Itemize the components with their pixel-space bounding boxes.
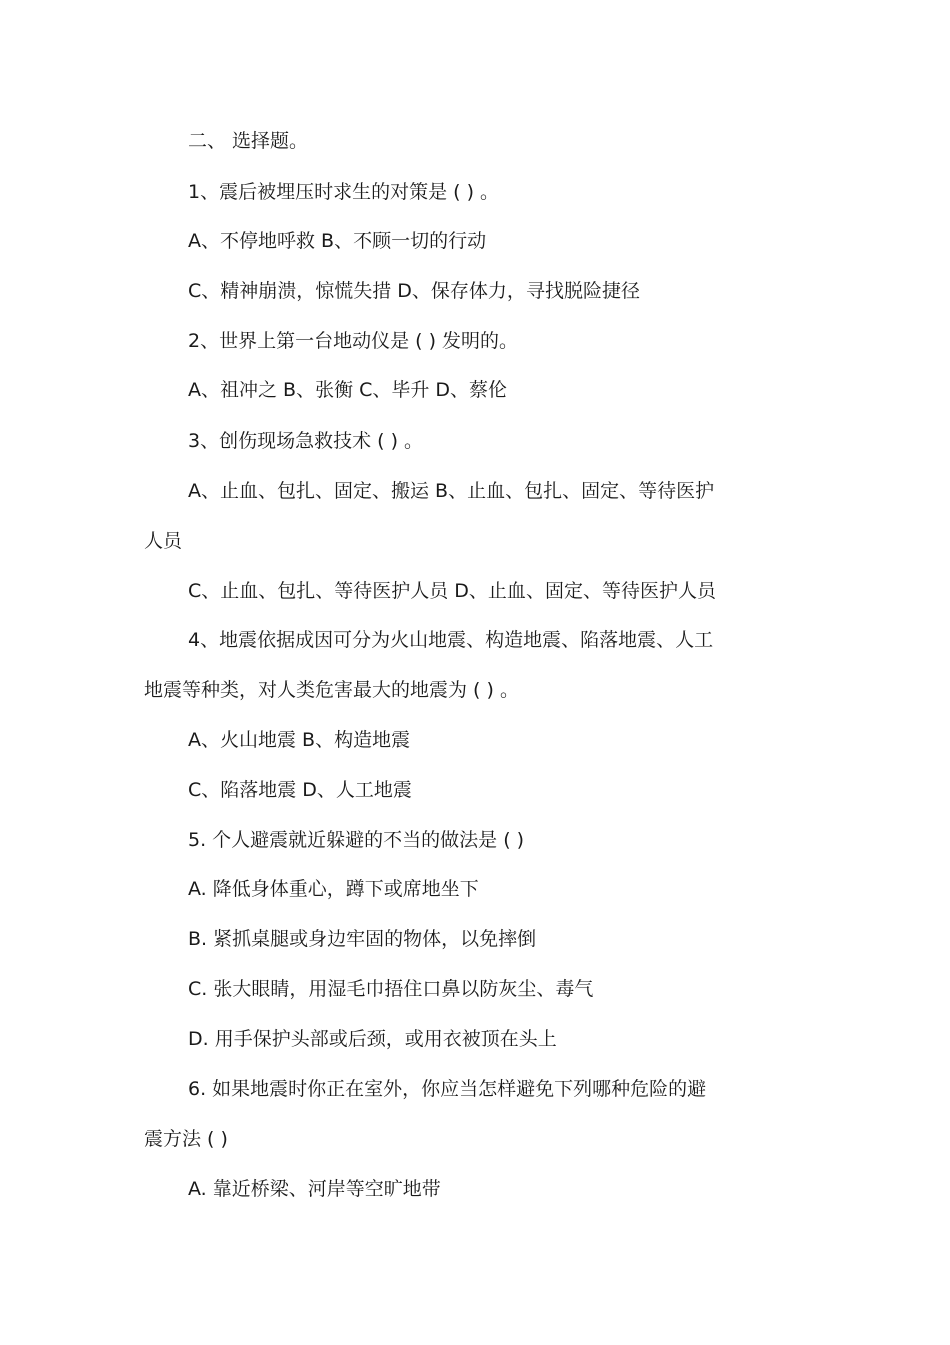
question-3-options-cd: C、止血、包扎、等待医护人员 D、止血、固定、等待医护人员 bbox=[188, 580, 716, 602]
question-6-continued: 震方法 ( ) bbox=[144, 1128, 228, 1150]
question-5-option-b: B. 紧抓桌腿或身边牢固的物体，以免摔倒 bbox=[188, 928, 537, 950]
question-4: 4、地震依据成因可分为火山地震、构造地震、陷落地震、人工 bbox=[188, 629, 714, 651]
question-1: 1、震后被埋压时求生的对策是 ( ) 。 bbox=[188, 181, 500, 203]
section-title: 二、 选择题。 bbox=[188, 130, 309, 152]
question-4-continued: 地震等种类，对人类危害最大的地震为 ( ) 。 bbox=[144, 679, 519, 701]
question-6: 6. 如果地震时你正在室外，你应当怎样避免下列哪种危险的避 bbox=[188, 1078, 707, 1100]
question-2: 2、世界上第一台地动仪是 ( ) 发明的。 bbox=[188, 330, 519, 352]
question-3: 3、创伤现场急救技术 ( ) 。 bbox=[188, 430, 424, 452]
question-5: 5. 个人避震就近躲避的不当的做法是 ( ) bbox=[188, 829, 525, 851]
question-3-options-ab: A、止血、包扎、固定、搬运 B、止血、包扎、固定、等待医护 bbox=[188, 480, 715, 502]
question-2-options: A、祖冲之 B、张衡 C、毕升 D、蔡伦 bbox=[188, 379, 508, 401]
question-3-options-ab-continued: 人员 bbox=[144, 530, 183, 552]
question-4-options-ab: A、火山地震 B、构造地震 bbox=[188, 729, 411, 751]
question-6-option-a: A. 靠近桥梁、河岸等空旷地带 bbox=[188, 1178, 441, 1200]
question-5-option-c: C. 张大眼睛，用湿毛巾捂住口鼻以防灰尘、毒气 bbox=[188, 978, 594, 1000]
question-1-options-cd: C、精神崩溃，惊慌失措 D、保存体力，寻找脱险捷径 bbox=[188, 280, 640, 302]
question-5-option-d: D. 用手保护头部或后颈，或用衣被顶在头上 bbox=[188, 1028, 557, 1050]
question-5-option-a: A. 降低身体重心，蹲下或席地坐下 bbox=[188, 878, 479, 900]
question-4-options-cd: C、陷落地震 D、人工地震 bbox=[188, 779, 412, 801]
question-1-options-ab: A、不停地呼救 B、不顾一切的行动 bbox=[188, 230, 487, 252]
